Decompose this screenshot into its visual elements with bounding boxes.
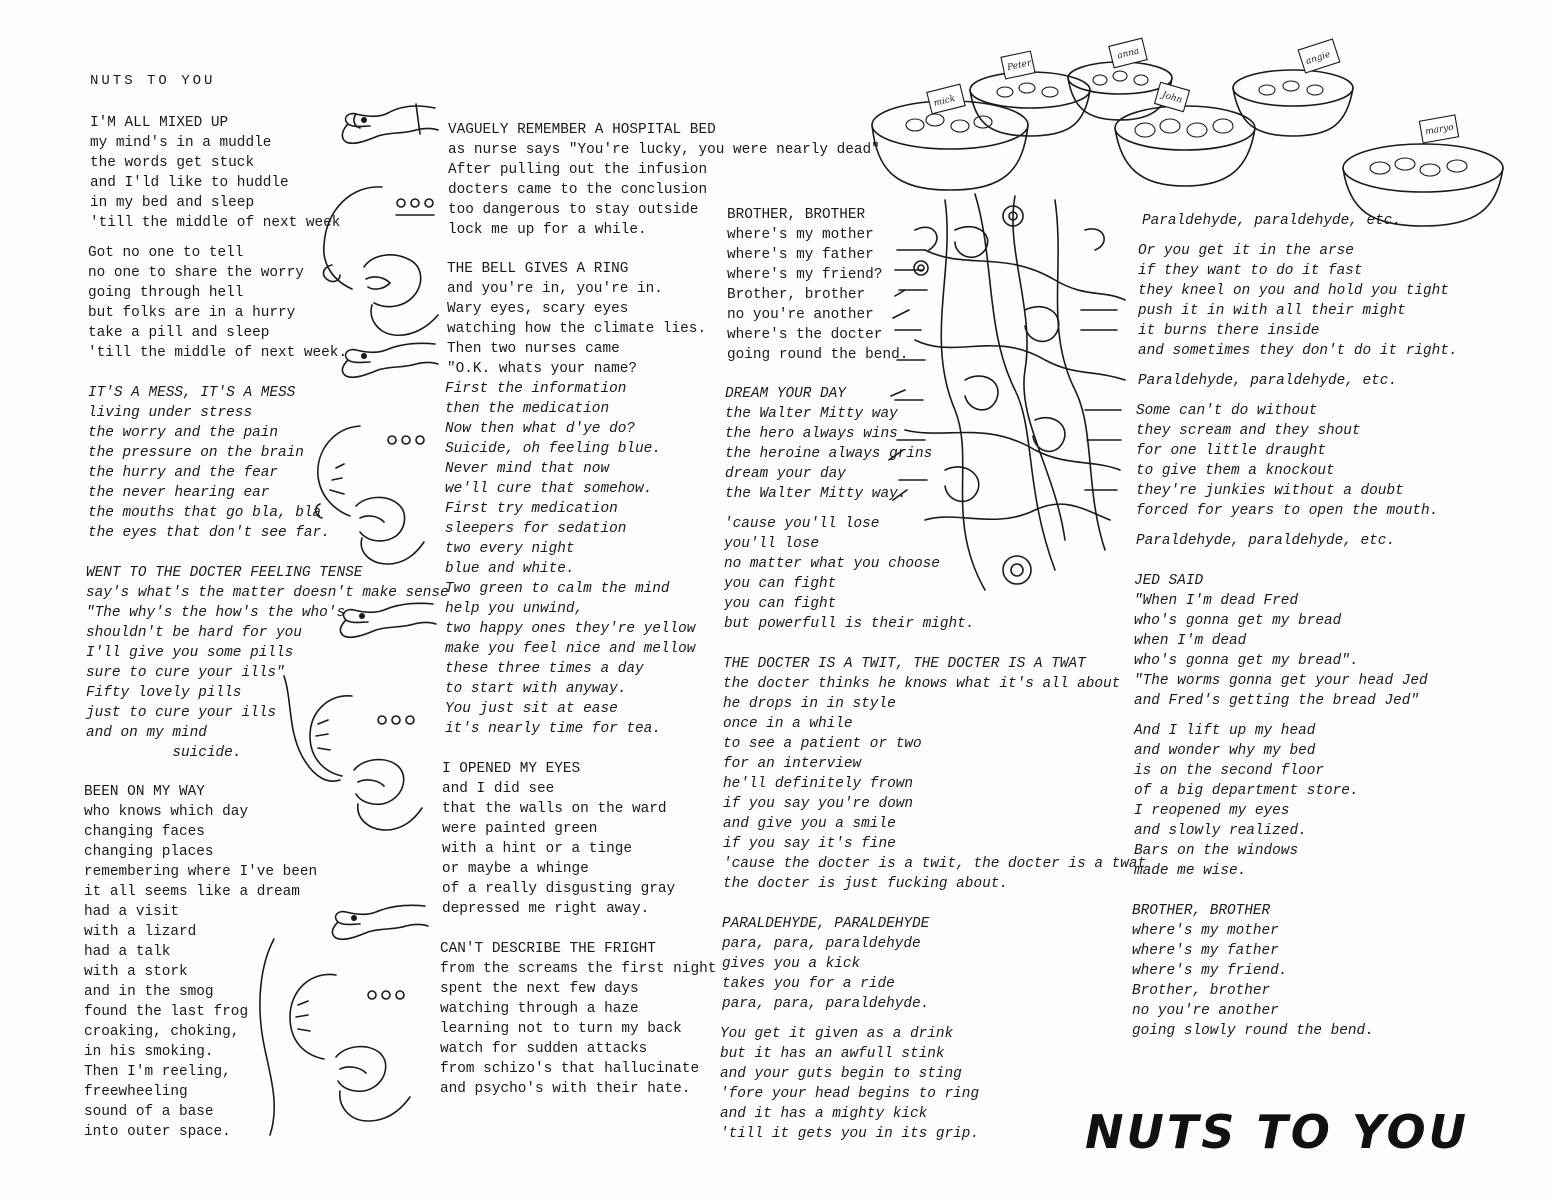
- poem-line: but powerfull is their might.: [724, 616, 975, 632]
- poem-line: Paraldehyde, paraldehyde, etc.: [1138, 373, 1398, 389]
- poem-line: the hero always wins: [725, 426, 898, 442]
- poem-line: and on my mind: [86, 725, 207, 741]
- poem-line: "The worms gonna get your head Jed: [1134, 673, 1428, 689]
- bowl: [1115, 82, 1255, 186]
- poem-line: First try medication: [445, 501, 618, 517]
- poem-line: Suicide, oh feeling blue.: [445, 441, 661, 457]
- hand-pill-illustration: [320, 338, 440, 388]
- stanza: [720, 1024, 979, 1144]
- poem-line: when I'm dead: [1134, 633, 1247, 649]
- stanza: [442, 759, 675, 919]
- poem-line: and I did see: [442, 781, 555, 797]
- poem-line: watching through a haze: [440, 1001, 639, 1017]
- poem-line: you can fight: [724, 576, 837, 592]
- poem-line: watching how the climate lies.: [447, 321, 707, 337]
- poem-line: remembering where I've been: [84, 864, 318, 880]
- poem-line: takes you for a ride: [722, 976, 895, 992]
- poem-line: to give them a knockout: [1136, 463, 1335, 479]
- poem-line: dream your day: [725, 466, 846, 482]
- poem-line: in his smoking.: [84, 1044, 214, 1060]
- poem-line: and you're in, you're in.: [447, 281, 663, 297]
- poem-line: you'll lose: [724, 536, 819, 552]
- poem-line: watch for sudden attacks: [440, 1041, 648, 1057]
- stanza: [1138, 241, 1458, 361]
- poem-line: and your guts begin to sting: [720, 1066, 962, 1082]
- poem-line: then the medication: [445, 401, 610, 417]
- head-swallowing-illustration: [312, 185, 452, 345]
- stanza: [1132, 901, 1374, 1041]
- poem-line: and sometimes they don't do it right.: [1138, 343, 1458, 359]
- poem-line: made me wise.: [1134, 863, 1247, 879]
- poem-line: para, para, paraldehyde: [722, 936, 921, 952]
- bowl-label: maryo: [1424, 122, 1455, 138]
- poem-line: Paraldehyde, paraldehyde, etc.: [1142, 213, 1402, 229]
- poem-line: with a lizard: [84, 924, 197, 940]
- stanza: [447, 259, 706, 379]
- poem-line: After pulling out the infusion: [448, 162, 708, 178]
- poem-line: "When I'm dead Fred: [1134, 593, 1299, 609]
- poem-line: Never mind that now: [445, 461, 610, 477]
- poem-line: 'till it gets you in its grip.: [720, 1126, 980, 1142]
- poem-line: Now then what d'ye do?: [445, 421, 635, 437]
- poem-line: if they want to do it fast: [1138, 263, 1363, 279]
- poem-line: the worry and the pain: [88, 425, 278, 441]
- poem-line: Wary eyes, scary eyes: [447, 301, 629, 317]
- poem-line: the eyes that don't see far.: [88, 525, 330, 541]
- head-swallowing-illustration: [240, 935, 440, 1145]
- poem-line: Fifty lovely pills: [86, 685, 242, 701]
- poem-line: sound of a base: [84, 1104, 214, 1120]
- bowl: [872, 84, 1028, 190]
- poem-line: these three times a day: [445, 661, 644, 677]
- poem-line: they kneel on you and hold you tight: [1138, 283, 1449, 299]
- poem-line: THE BELL GIVES A RING: [447, 261, 629, 277]
- poem-line: PARALDEHYDE, PARALDEHYDE: [722, 916, 930, 932]
- poem-line: You get it given as a drink: [720, 1026, 954, 1042]
- poem-line: help you unwind,: [445, 601, 584, 617]
- poem-line: and Fred's getting the bread Jed": [1134, 693, 1419, 709]
- poem-line: sleepers for sedation: [445, 521, 627, 537]
- bowl: [1343, 115, 1503, 226]
- poem-line: IT'S A MESS, IT'S A MESS: [88, 385, 296, 401]
- poem-line: Two green to calm the mind: [445, 581, 670, 597]
- poem-line: the Walter Mitty way.: [725, 486, 907, 502]
- poem-line: THE DOCTER IS A TWIT, THE DOCTER IS A TWAT: [723, 656, 1086, 672]
- poem-line: and it has a mighty kick: [720, 1106, 928, 1122]
- poem-line: no you're another: [727, 307, 874, 323]
- poem-line: if you say it's fine: [723, 836, 896, 852]
- footer-title: NUTS TO YOU: [1085, 1105, 1469, 1159]
- poem-line: with a stork: [84, 964, 188, 980]
- poem-line: You just sit at ease: [445, 701, 618, 717]
- poem-line: who's gonna get my bread: [1134, 613, 1342, 629]
- bowl-label: mick: [932, 93, 957, 109]
- poem-line: and wonder why my bed: [1134, 743, 1316, 759]
- poem-line: DREAM YOUR DAY: [725, 386, 846, 402]
- poem-line: say's what's the matter doesn't make sense: [86, 585, 449, 601]
- poem-line: my mind's in a muddle: [90, 135, 272, 151]
- poem-line: the heroine always grins: [725, 446, 933, 462]
- bowl-label: anna: [1116, 46, 1141, 62]
- poem-line: And I lift up my head: [1134, 723, 1316, 739]
- hand-pill-illustration: [320, 100, 440, 160]
- poem-line: suicide.: [86, 745, 242, 761]
- poem-line: I'll give you some pills: [86, 645, 294, 661]
- poem-line: forced for years to open the mouth.: [1136, 503, 1439, 519]
- stanza: [90, 113, 340, 233]
- poem-line: no you're another: [1132, 1003, 1279, 1019]
- poem-line: or maybe a whinge: [442, 861, 589, 877]
- poem-line: they scream and they shout: [1136, 423, 1361, 439]
- poem-line: 'till the middle of next week: [90, 215, 341, 231]
- poem-line: WENT TO THE DOCTER FEELING TENSE: [86, 565, 363, 581]
- poem-line: once in a while: [723, 716, 853, 732]
- poem-line: living under stress: [88, 405, 253, 421]
- poem-line: where's my mother: [1132, 923, 1279, 939]
- poem-line: for one little draught: [1136, 443, 1326, 459]
- stanza: [88, 243, 347, 363]
- bowl-label: John: [1160, 90, 1184, 106]
- poem-line: push it in with all their might: [1138, 303, 1406, 319]
- poem-line: 'cause the docter is a twit, the docter is a twat: [723, 856, 1147, 872]
- poem-line: no matter what you choose: [724, 556, 940, 572]
- poem-line: and give you a smile: [723, 816, 896, 832]
- stanza: [722, 914, 929, 1014]
- poem-line: gives you a kick: [722, 956, 861, 972]
- poem-line: he drops in in style: [723, 696, 896, 712]
- poem-line: where's my friend?: [727, 267, 883, 283]
- poem-line: 'till the middle of next week.: [88, 345, 348, 361]
- poem-line: and psycho's with their hate.: [440, 1081, 691, 1097]
- poem-line: you can fight: [724, 596, 837, 612]
- poem-line: going slowly round the bend.: [1132, 1023, 1374, 1039]
- poem-line: going through hell: [88, 285, 244, 301]
- poem-line: Some can't do without: [1136, 403, 1318, 419]
- poem-line: 'fore your head begins to ring: [720, 1086, 980, 1102]
- stanza: [1134, 571, 1428, 711]
- poem-line: Then I'm reeling,: [84, 1064, 231, 1080]
- poem-line: CAN'T DESCRIBE THE FRIGHT: [440, 941, 656, 957]
- poem-line: it burns there inside: [1138, 323, 1320, 339]
- poem-line: found the last frog: [84, 1004, 249, 1020]
- poem-line: of a really disgusting gray: [442, 881, 676, 897]
- bowl-label: Peter: [1006, 58, 1033, 74]
- stanza: [88, 383, 330, 543]
- poem-line: if you say you're down: [723, 796, 913, 812]
- poem-line: into outer space.: [84, 1124, 231, 1140]
- poem-line: to see a patient or two: [723, 736, 922, 752]
- poem-line: First the information: [445, 381, 627, 397]
- poem-line: the docter is just fucking about.: [723, 876, 1008, 892]
- poem-line: is on the second floor: [1134, 763, 1324, 779]
- poem-line: VAGUELY REMEMBER A HOSPITAL BED: [448, 122, 716, 138]
- poem-line: "O.K. whats your name?: [447, 361, 637, 377]
- poem-line: Then two nurses came: [447, 341, 620, 357]
- poem-line: para, para, paraldehyde.: [722, 996, 930, 1012]
- stanza: [440, 939, 716, 1099]
- poem-line: Or you get it in the arse: [1138, 243, 1354, 259]
- poem-line: the mouths that go bla, bla: [88, 505, 322, 521]
- poem-line: spent the next few days: [440, 981, 639, 997]
- poem-line: just to cure your ills: [86, 705, 276, 721]
- poem-line: changing places: [84, 844, 214, 860]
- head-swallowing-illustration: [300, 420, 450, 570]
- poem-line: the Walter Mitty way: [725, 406, 898, 422]
- poem-line: I reopened my eyes: [1134, 803, 1290, 819]
- poem-line: who's gonna get my bread".: [1134, 653, 1359, 669]
- stanza: [1136, 401, 1438, 521]
- poem-line: no one to share the worry: [88, 265, 304, 281]
- poem-line: it's nearly time for tea.: [445, 721, 661, 737]
- hand-pill-illustration: [318, 598, 438, 648]
- poem-line: Got no one to tell: [88, 245, 244, 261]
- poem-line: sure to cure your ills": [86, 665, 285, 681]
- poem-line: he'll definitely frown: [723, 776, 913, 792]
- poem-line: in my bed and sleep: [90, 195, 255, 211]
- poem-line: Brother, brother: [1132, 983, 1271, 999]
- poem-line: had a visit: [84, 904, 179, 920]
- poem-line: where's my father: [1132, 943, 1279, 959]
- head-swallowing-illustration: [262, 660, 452, 840]
- poem-line: as nurse says "You're lucky, you were nearly dead": [448, 142, 880, 158]
- poem-line: and in the smog: [84, 984, 214, 1000]
- poem-line: and I'ld like to huddle: [90, 175, 289, 191]
- poem-line: were painted green: [442, 821, 598, 837]
- stanza: [723, 654, 1146, 894]
- poem-line: lock me up for a while.: [448, 222, 647, 238]
- poem-line: shouldn't be hard for you: [86, 625, 302, 641]
- poem-line: to start with anyway.: [445, 681, 627, 697]
- poem-line: where's my father: [727, 247, 874, 263]
- poem-line: 'cause you'll lose: [724, 516, 880, 532]
- poem-line: I OPENED MY EYES: [442, 761, 581, 777]
- poem-line: with a hint or a tinge: [442, 841, 632, 857]
- poem-line: I'M ALL MIXED UP: [90, 115, 229, 131]
- poem-line: freewheeling: [84, 1084, 188, 1100]
- poem-line: learning not to turn my back: [440, 1021, 682, 1037]
- bowl-label: angie: [1304, 49, 1332, 67]
- poem-line: but folks are in a hurry: [88, 305, 296, 321]
- poem-line: the docter thinks he knows what it's all about: [723, 676, 1121, 692]
- poem-line: we'll cure that somehow.: [445, 481, 653, 497]
- stanza: [445, 379, 695, 739]
- poem-line: "The why's the how's the who's: [86, 605, 346, 621]
- poem-line: two every night: [445, 541, 575, 557]
- poem-line: make you feel nice and mellow: [445, 641, 696, 657]
- poem-line: croaking, choking,: [84, 1024, 240, 1040]
- poem-line: had a talk: [84, 944, 171, 960]
- poem-line: it all seems like a dream: [84, 884, 300, 900]
- poem-line: from schizo's that hallucinate: [440, 1061, 700, 1077]
- poem-line: the never hearing ear: [88, 485, 270, 501]
- poem-line: Paraldehyde, paraldehyde, etc.: [1136, 533, 1396, 549]
- nightmare-illustration: [885, 190, 1135, 610]
- poem-line: that the walls on the ward: [442, 801, 667, 817]
- poem-line: depressed me right away.: [442, 901, 650, 917]
- poem-line: Bars on the windows: [1134, 843, 1299, 859]
- poem-line: where's my mother: [727, 227, 874, 243]
- poem-line: two happy ones they're yellow: [445, 621, 696, 637]
- poem-line: docters came to the conclusion: [448, 182, 708, 198]
- page-title: NUTS TO YOU: [90, 73, 216, 89]
- poem-line: too dangerous to stay outside: [448, 202, 699, 218]
- poem-line: going round the bend.: [727, 347, 909, 363]
- poem-line: they're junkies without a doubt: [1136, 483, 1404, 499]
- stanza: [1138, 371, 1397, 391]
- poem-line: for an interview: [723, 756, 862, 772]
- poem-line: where's my friend.: [1132, 963, 1288, 979]
- poem-line: BEEN ON MY WAY: [84, 784, 205, 800]
- poem-line: and slowly realized.: [1134, 823, 1307, 839]
- poem-line: the words get stuck: [90, 155, 255, 171]
- poem-line: BROTHER, BROTHER: [727, 207, 866, 223]
- poem-line: take a pill and sleep: [88, 325, 270, 341]
- poem-line: the hurry and the fear: [88, 465, 278, 481]
- poem-line: BROTHER, BROTHER: [1132, 903, 1271, 919]
- poem-line: changing faces: [84, 824, 205, 840]
- stanza: [1134, 721, 1359, 881]
- poem-line: blue and white.: [445, 561, 575, 577]
- poem-line: who knows which day: [84, 804, 249, 820]
- poem-line: Brother, brother: [727, 287, 866, 303]
- poem-line: from the screams the first night: [440, 961, 717, 977]
- poem-line: the pressure on the brain: [88, 445, 304, 461]
- stanza: [1136, 531, 1395, 551]
- poem-line: JED SAID: [1134, 573, 1204, 589]
- poem-line: of a big department store.: [1134, 783, 1359, 799]
- poem-line: where's the docter: [727, 327, 883, 343]
- poem-line: but it has an awfull stink: [720, 1046, 945, 1062]
